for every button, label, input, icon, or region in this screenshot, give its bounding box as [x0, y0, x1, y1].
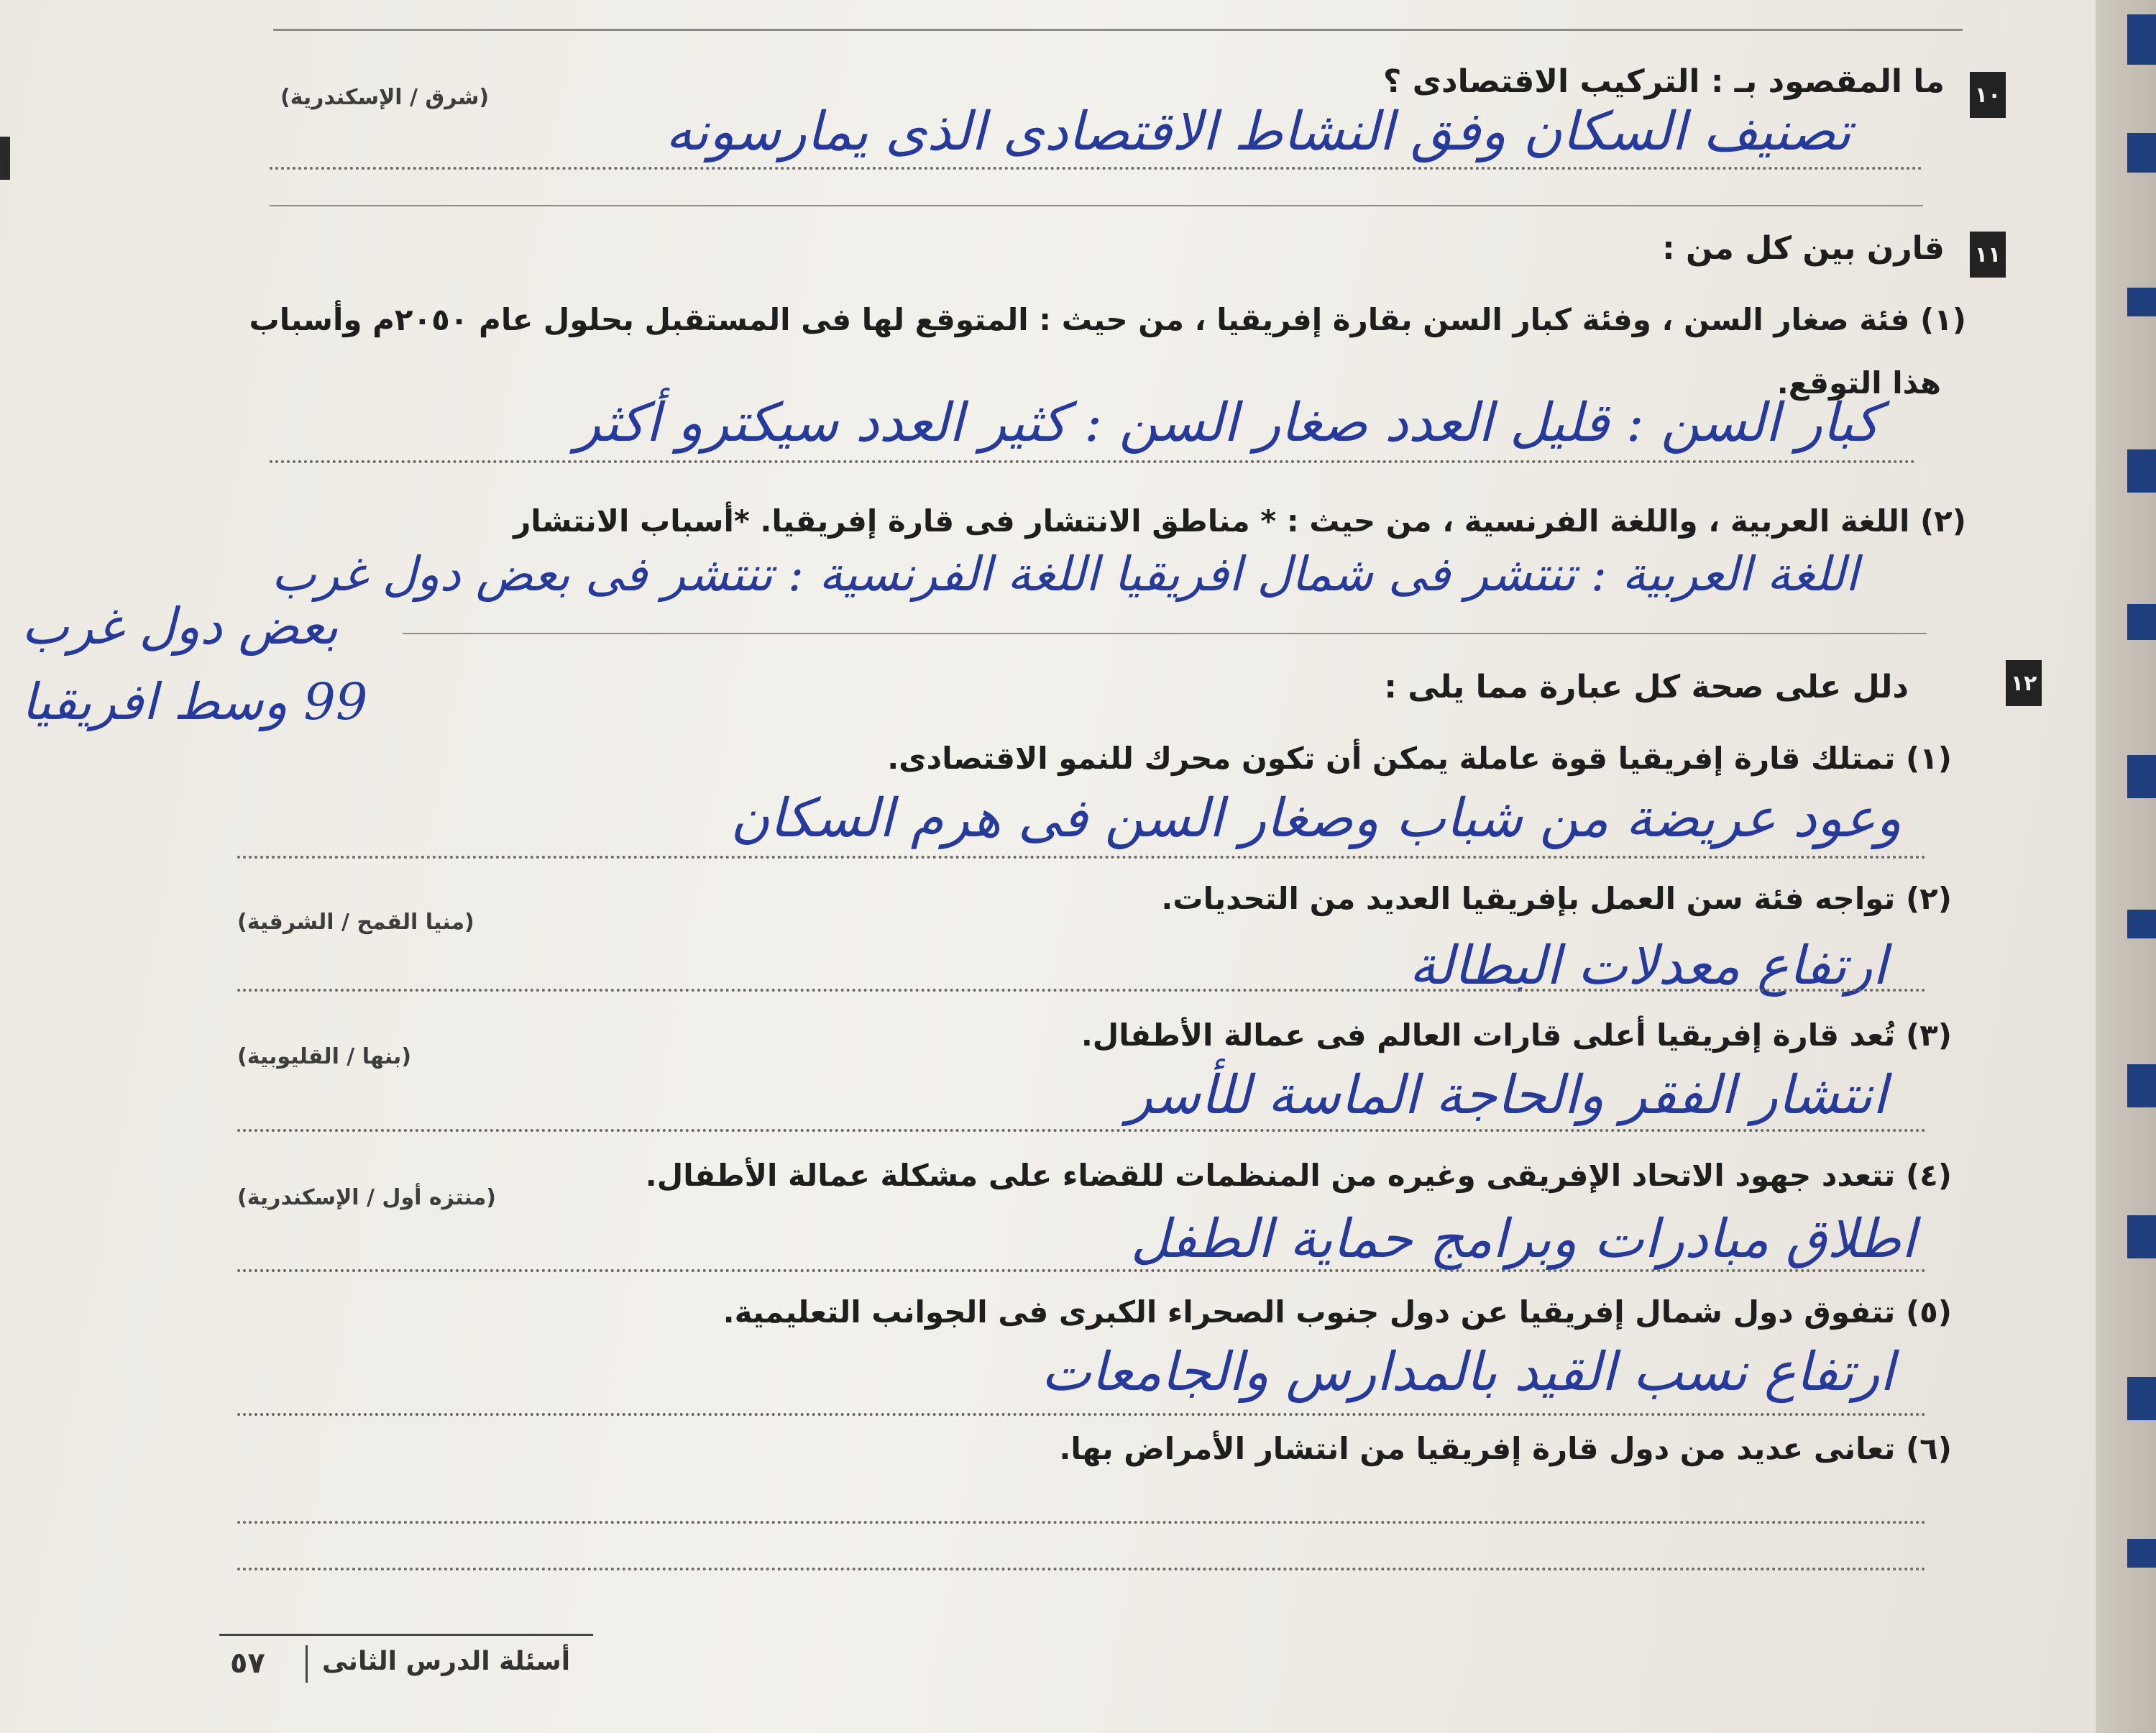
answer-line	[270, 167, 1923, 170]
book-binding	[2096, 0, 2156, 1733]
question-12-item-3-handwritten-answer: انتشار الفقر والحاجة الماسة للأسر	[1127, 1064, 1887, 1126]
section-divider	[403, 633, 1927, 634]
binding-mark	[2127, 288, 2156, 316]
answer-line	[237, 856, 1927, 859]
binding-mark	[2127, 1377, 2156, 1420]
binding-mark	[2127, 1215, 2156, 1258]
question-11-item-1-handwritten-answer: كبار السن : قليل العدد صغار السن : كثير العدد سيكترو أكثر	[574, 392, 1880, 454]
question-12-item-1-handwritten-answer: وعود عريضة من شباب وصغار السن فى هرم السكان	[730, 787, 1902, 849]
binding-mark	[2127, 910, 2156, 938]
binding-mark	[2127, 1064, 2156, 1107]
question-11-item-2-handwritten-answer: اللغة العربية : تنتشر فى شمال افريقيا اللغة الفرنسية : تنتشر فى بعض دول غرب	[271, 547, 1858, 602]
answer-line	[237, 1568, 1927, 1570]
question-12-item-4-text: (٤) تتعدد جهود الاتحاد الإفريقى وغيره من المنظمات للقضاء على مشكلة عمالة الأطفال.	[645, 1158, 1952, 1193]
margin-note-line-2: 99 وسط افريقيا	[22, 672, 368, 731]
question-12-item-4-source: (منتزه أول / الإسكندرية)	[237, 1185, 496, 1210]
answer-line	[237, 1521, 1927, 1524]
question-12-item-6-text: (٦) تعانى عديد من دول قارة إفريقيا من انتشار الأمراض بها.	[1059, 1431, 1952, 1466]
answer-line	[270, 460, 1916, 463]
question-12-item-3-text: (٣) تُعد قارة إفريقيا أعلى قارات العالم فى عمالة الأطفال.	[1081, 1018, 1952, 1053]
answer-line	[237, 1129, 1927, 1132]
answer-line	[237, 1269, 1927, 1272]
question-11-item-1-text: (١) فئة صغار السن ، وفئة كبار السن بقارة إفريقيا ، من حيث : المتوقع لها فى المستقبل بحلول عام ٢٠٥٠م وأسباب	[249, 302, 1966, 337]
question-10-handwritten-answer: تصنيف السكان وفق النشاط الاقتصادى الذى يمارسونه	[665, 101, 1851, 163]
question-11-item-1-text-cont: هذا التوقع.	[1776, 365, 1941, 401]
answer-line	[237, 989, 1927, 992]
binding-mark	[2127, 133, 2156, 173]
question-12-number: ١٢	[2006, 660, 2042, 706]
page-edge-stub	[0, 137, 10, 180]
question-12-item-1-text: (١) تمتلك قارة إفريقيا قوة عاملة يمكن أن تكون محرك للنمو الاقتصادى.	[887, 741, 1952, 776]
question-12-item-2-handwritten-answer: ارتفاع معدلات البطالة	[1408, 935, 1887, 997]
question-10-text: ما المقصود بـ : التركيب الاقتصادى ؟	[1382, 63, 1945, 100]
question-10-source: (شرق / الإسكندرية)	[280, 85, 490, 110]
question-12-heading: دلل على صحة كل عبارة مما يلى :	[1384, 669, 1909, 705]
footer-rule	[219, 1634, 593, 1636]
binding-mark	[2127, 14, 2156, 65]
answer-line	[237, 1413, 1927, 1416]
question-11-heading: قارن بين كل من :	[1662, 230, 1945, 267]
margin-note-line-1: بعض دول غرب	[22, 597, 339, 656]
top-rule	[273, 29, 1963, 31]
section-divider	[270, 205, 1923, 206]
question-12-item-4-handwritten-answer: اطلاق مبادرات وبرامج حماية الطفل	[1130, 1208, 1916, 1270]
binding-mark	[2127, 449, 2156, 493]
question-12-item-2-source: (منيا القمح / الشرقية)	[237, 910, 474, 935]
question-12-item-3-source: (بنها / القليوبية)	[237, 1044, 411, 1069]
question-12-item-5-text: (٥) تتفوق دول شمال إفريقيا عن دول جنوب الصحراء الكبرى فى الجوانب التعليمية.	[723, 1294, 1952, 1330]
footer-separator	[306, 1645, 308, 1683]
question-11-number: ١١	[1970, 232, 2006, 278]
question-12-item-2-text: (٢) تواجه فئة سن العمل بإفريقيا العديد من التحديات.	[1161, 881, 1952, 916]
footer-lesson-title: أسئلة الدرس الثانى	[322, 1647, 571, 1676]
binding-mark	[2127, 1539, 2156, 1568]
question-11-item-2-text: (٢) اللغة العربية ، واللغة الفرنسية ، من حيث : * مناطق الانتشار فى قارة إفريقيا. *أسباب الانتشار	[513, 503, 1966, 539]
page-number: ٥٧	[230, 1647, 265, 1680]
question-10-number: ١٠	[1970, 72, 2006, 118]
question-12-item-5-handwritten-answer: ارتفاع نسب القيد بالمدارس والجامعات	[1041, 1341, 1894, 1403]
binding-mark	[2127, 604, 2156, 640]
binding-mark	[2127, 755, 2156, 798]
